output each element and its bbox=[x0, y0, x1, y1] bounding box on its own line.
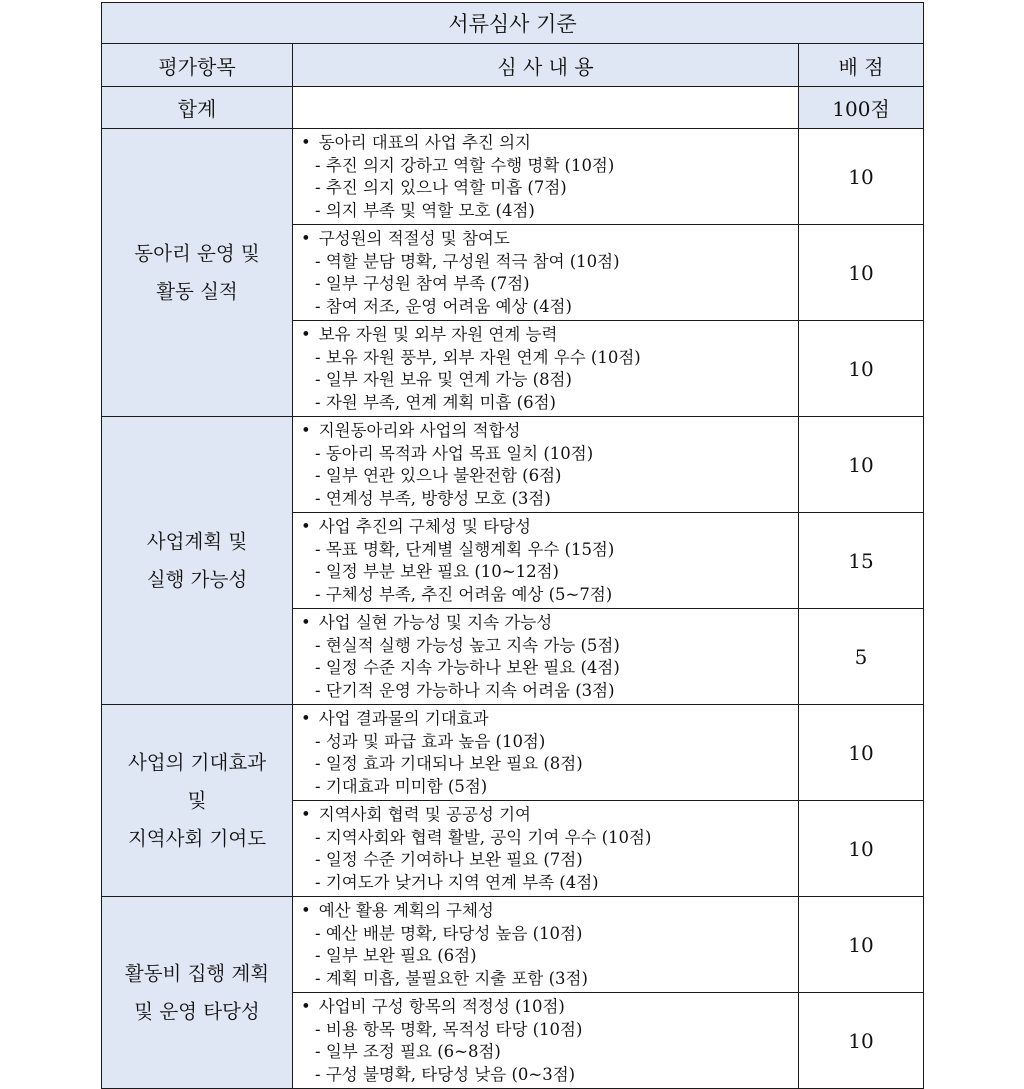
criteria-item: - 역할 분담 명확, 구성원 적극 참여 (10점) bbox=[315, 251, 792, 274]
total-row bbox=[102, 87, 924, 129]
category-line: 활동비 집행 계획 bbox=[124, 961, 270, 985]
criteria-item: - 예산 배분 명확, 타당성 높음 (10점) bbox=[315, 923, 792, 946]
header-row bbox=[102, 44, 924, 87]
criteria-title: • 구성원의 적절성 및 참여도 bbox=[301, 228, 792, 251]
criteria-title: • 지역사회 협력 및 공공성 기여 bbox=[301, 804, 792, 827]
criteria-list bbox=[301, 539, 792, 607]
category-line: 및 bbox=[187, 788, 207, 812]
criteria-item: - 일정 부분 보완 필요 (10~12점) bbox=[315, 561, 792, 584]
criteria-item: - 현실적 실행 가능성 높고 지속 가능 (5점) bbox=[315, 635, 792, 658]
criteria-list bbox=[301, 155, 792, 223]
criteria-item: - 일부 보완 필요 (6점) bbox=[315, 945, 792, 968]
category-cell bbox=[102, 897, 293, 1089]
criteria-cell bbox=[293, 993, 799, 1089]
criteria-item: - 일정 수준 기여하나 보완 필요 (7점) bbox=[315, 849, 792, 872]
criteria-cell bbox=[293, 705, 799, 801]
category-line: 실행 가능성 bbox=[146, 567, 248, 591]
criteria-item: - 기여도가 낮거나 지역 연계 부족 (4점) bbox=[315, 872, 792, 895]
total-content bbox=[293, 87, 799, 129]
criteria-cell bbox=[293, 897, 799, 993]
category-cell bbox=[102, 129, 293, 417]
criteria-title: • 보유 자원 및 외부 자원 연계 능력 bbox=[301, 324, 792, 347]
criteria-item: - 의지 부족 및 역할 모호 (4점) bbox=[315, 200, 792, 223]
header-content: 심 사 내 용 bbox=[293, 44, 799, 87]
criteria-item: - 일정 효과 기대되나 보완 필요 (8점) bbox=[315, 753, 792, 776]
criteria-item: - 연계성 부족, 방향성 모호 (3점) bbox=[315, 488, 792, 511]
criteria-item: - 참여 저조, 운영 어려움 예상 (4점) bbox=[315, 296, 792, 319]
category-line: 및 운영 타당성 bbox=[134, 999, 260, 1023]
criteria-title: • 지원동아리와 사업의 적합성 bbox=[301, 420, 792, 443]
criteria-item: - 동아리 목적과 사업 목표 일치 (10점) bbox=[315, 443, 792, 466]
score-cell: 10 bbox=[799, 897, 924, 993]
score-cell: 10 bbox=[799, 993, 924, 1089]
score-cell: 10 bbox=[799, 801, 924, 897]
criteria-cell bbox=[293, 609, 799, 705]
header-score: 배 점 bbox=[799, 44, 924, 87]
table-row bbox=[102, 417, 924, 513]
category-line: 사업의 기대효과 bbox=[127, 750, 267, 774]
header-category: 평가항목 bbox=[102, 44, 293, 87]
criteria-item: - 성과 및 파급 효과 높음 (10점) bbox=[315, 731, 792, 754]
score-cell: 5 bbox=[799, 609, 924, 705]
criteria-list bbox=[301, 827, 792, 895]
criteria-cell bbox=[293, 417, 799, 513]
criteria-item: - 일부 연관 있으나 불완전함 (6점) bbox=[315, 465, 792, 488]
score-cell: 10 bbox=[799, 705, 924, 801]
score-cell: 10 bbox=[799, 225, 924, 321]
score-cell: 15 bbox=[799, 513, 924, 609]
criteria-title: • 사업 결과물의 기대효과 bbox=[301, 708, 792, 731]
criteria-title: • 동아리 대표의 사업 추진 의지 bbox=[301, 132, 792, 155]
score-cell: 10 bbox=[799, 321, 924, 417]
category-cell bbox=[102, 417, 293, 705]
criteria-item: - 목표 명확, 단계별 실행계획 우수 (15점) bbox=[315, 539, 792, 562]
criteria-item: - 일부 조정 필요 (6~8점) bbox=[315, 1041, 792, 1064]
criteria-cell bbox=[293, 321, 799, 417]
criteria-item: - 단기적 운영 가능하나 지속 어려움 (3점) bbox=[315, 680, 792, 703]
criteria-cell bbox=[293, 225, 799, 321]
score-cell: 10 bbox=[799, 417, 924, 513]
criteria-title: • 사업비 구성 항목의 적정성 (10점) bbox=[301, 996, 792, 1019]
title-row bbox=[102, 3, 924, 44]
criteria-list bbox=[301, 443, 792, 511]
criteria-list bbox=[301, 251, 792, 319]
category-cell bbox=[102, 705, 293, 897]
category-line: 활동 실적 bbox=[156, 279, 238, 303]
criteria-item: - 일부 구성원 참여 부족 (7점) bbox=[315, 273, 792, 296]
criteria-title: • 예산 활용 계획의 구체성 bbox=[301, 900, 792, 923]
score-cell: 10 bbox=[799, 129, 924, 225]
criteria-item: - 보유 자원 풍부, 외부 자원 연계 우수 (10점) bbox=[315, 347, 792, 370]
criteria-item: - 구성 불명확, 타당성 낮음 (0~3점) bbox=[315, 1064, 792, 1087]
total-label: 합계 bbox=[102, 87, 293, 129]
criteria-item: - 기대효과 미미함 (5점) bbox=[315, 776, 792, 799]
criteria-list bbox=[301, 923, 792, 991]
criteria-item: - 구체성 부족, 추진 어려움 예상 (5~7점) bbox=[315, 584, 792, 607]
criteria-title: • 사업 실현 가능성 및 지속 가능성 bbox=[301, 612, 792, 635]
criteria-item: - 추진 의지 강하고 역할 수행 명확 (10점) bbox=[315, 155, 792, 178]
criteria-item: - 계획 미흡, 불필요한 지출 포함 (3점) bbox=[315, 968, 792, 991]
criteria-item: - 일정 수준 지속 가능하나 보완 필요 (4점) bbox=[315, 657, 792, 680]
criteria-list bbox=[301, 347, 792, 415]
criteria-cell bbox=[293, 129, 799, 225]
table-row bbox=[102, 897, 924, 993]
table-row bbox=[102, 705, 924, 801]
table-row bbox=[102, 129, 924, 225]
criteria-item: - 추진 의지 있으나 역할 미흡 (7점) bbox=[315, 177, 792, 200]
evaluation-criteria-table bbox=[101, 2, 924, 1089]
criteria-list bbox=[301, 635, 792, 703]
criteria-title: • 사업 추진의 구체성 및 타당성 bbox=[301, 516, 792, 539]
category-line: 지역사회 기여도 bbox=[127, 826, 267, 850]
criteria-item: - 자원 부족, 연계 계획 미흡 (6점) bbox=[315, 392, 792, 415]
total-score: 100점 bbox=[799, 87, 924, 129]
criteria-item: - 비용 항목 명확, 목적성 타당 (10점) bbox=[315, 1019, 792, 1042]
criteria-item: - 일부 자원 보유 및 연계 가능 (8점) bbox=[315, 369, 792, 392]
criteria-list bbox=[301, 1019, 792, 1087]
table-title: 서류심사 기준 bbox=[102, 3, 924, 44]
criteria-cell bbox=[293, 801, 799, 897]
criteria-list bbox=[301, 731, 792, 799]
criteria-cell bbox=[293, 513, 799, 609]
category-line: 사업계획 및 bbox=[146, 529, 248, 553]
category-line: 동아리 운영 및 bbox=[134, 241, 260, 265]
criteria-item: - 지역사회와 협력 활발, 공익 기여 우수 (10점) bbox=[315, 827, 792, 850]
